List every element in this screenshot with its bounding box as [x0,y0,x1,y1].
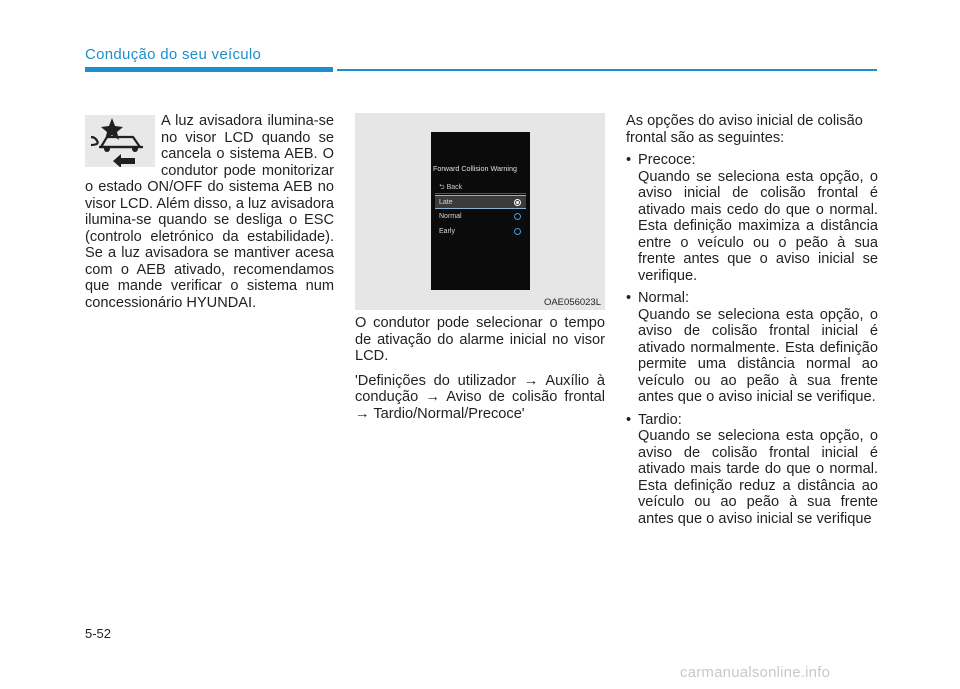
radio-unselected-icon [514,213,521,220]
right-column [626,113,878,527]
lcd-screen [431,132,530,290]
options-intro: As opções do aviso inicial de colisão frontal são as seguintes: [626,113,863,146]
section-title: Condução do seu veículo [85,46,262,63]
screen-option-late [435,195,526,209]
left-column [85,113,334,311]
lcd-figure [355,113,605,310]
option-title: Normal: [638,290,690,306]
aeb-warning-text: A luz avisadora ilumina-se no visor LCD quando se cancela o sistema AEB. O condutor pode monitorizar o estado ON/OFF do sistema AEB no visor LCD. Além disso, a luz avisadora ilumina-se quando se desliga o ESC (controlo eletrónico da estabilidade). Se a luz avisadora se mantiver acesa com o AEB ativado, recomendamos que mande verificar o sistema num concessionário HYUNDAI. [85,113,335,311]
radio-unselected-icon [514,228,521,235]
middle-column [355,315,605,430]
screen-option-normal [435,210,526,224]
option-body: Quando se seleciona esta opção, o aviso inicial de colisão frontal é ativado mais cedo do que o normal. Esta definição maximiza a distância entre o veículo ou o peão à sua frente antes que o aviso inicial se verifique. [638,168,878,284]
option-label: Late [439,199,453,206]
bullet-icon: • [626,411,632,428]
bullet-icon: • [626,290,632,306]
bullet-icon: • [626,152,632,168]
screen-divider [435,193,526,194]
option-item [626,412,878,528]
option-item [626,152,878,284]
option-title: Tardio: [638,411,682,428]
menu-path-paragraph: 'Definições do utilizador → Auxílio à condução → Aviso de colisão frontal → Tardio/Normal/Precoce' [355,372,605,422]
watermark: carmanualsonline.info [680,664,831,681]
header-rule-thick [85,67,333,72]
option-label: Normal [439,213,462,220]
option-label: Early [439,228,455,235]
option-item [626,290,878,406]
back-arrow-icon: ⮌ [439,184,445,191]
option-title: Precoce: [638,152,696,168]
option-body: Quando se seleciona esta opção, o aviso de colisão frontal inicial é ativado normalmente. Esta definição permite uma distância normal ao veículo ou ao peão à sua frente antes que o aviso inicial se verifique. [638,306,878,405]
option-body: Quando se seleciona esta opção, o aviso de colisão frontal inicial é ativado mais tarde do que o normal. Esta definição reduz a distância ao veículo ou ao peão à sua frente antes que o aviso inicial se verifique [638,428,878,527]
timing-paragraph: O condutor pode selecionar o tempo de ativação do alarme inicial no visor LCD. [355,315,605,364]
screen-title: Forward Collision Warning [433,164,518,173]
back-label: Back [446,184,463,191]
figure-caption: OAE056023L [543,297,601,308]
radio-selected-icon [514,199,521,206]
page-number: 5-52 [85,626,112,641]
header-rule-thin [337,69,877,71]
screen-option-early [435,225,526,239]
aeb-off-warning-icon [85,115,155,167]
